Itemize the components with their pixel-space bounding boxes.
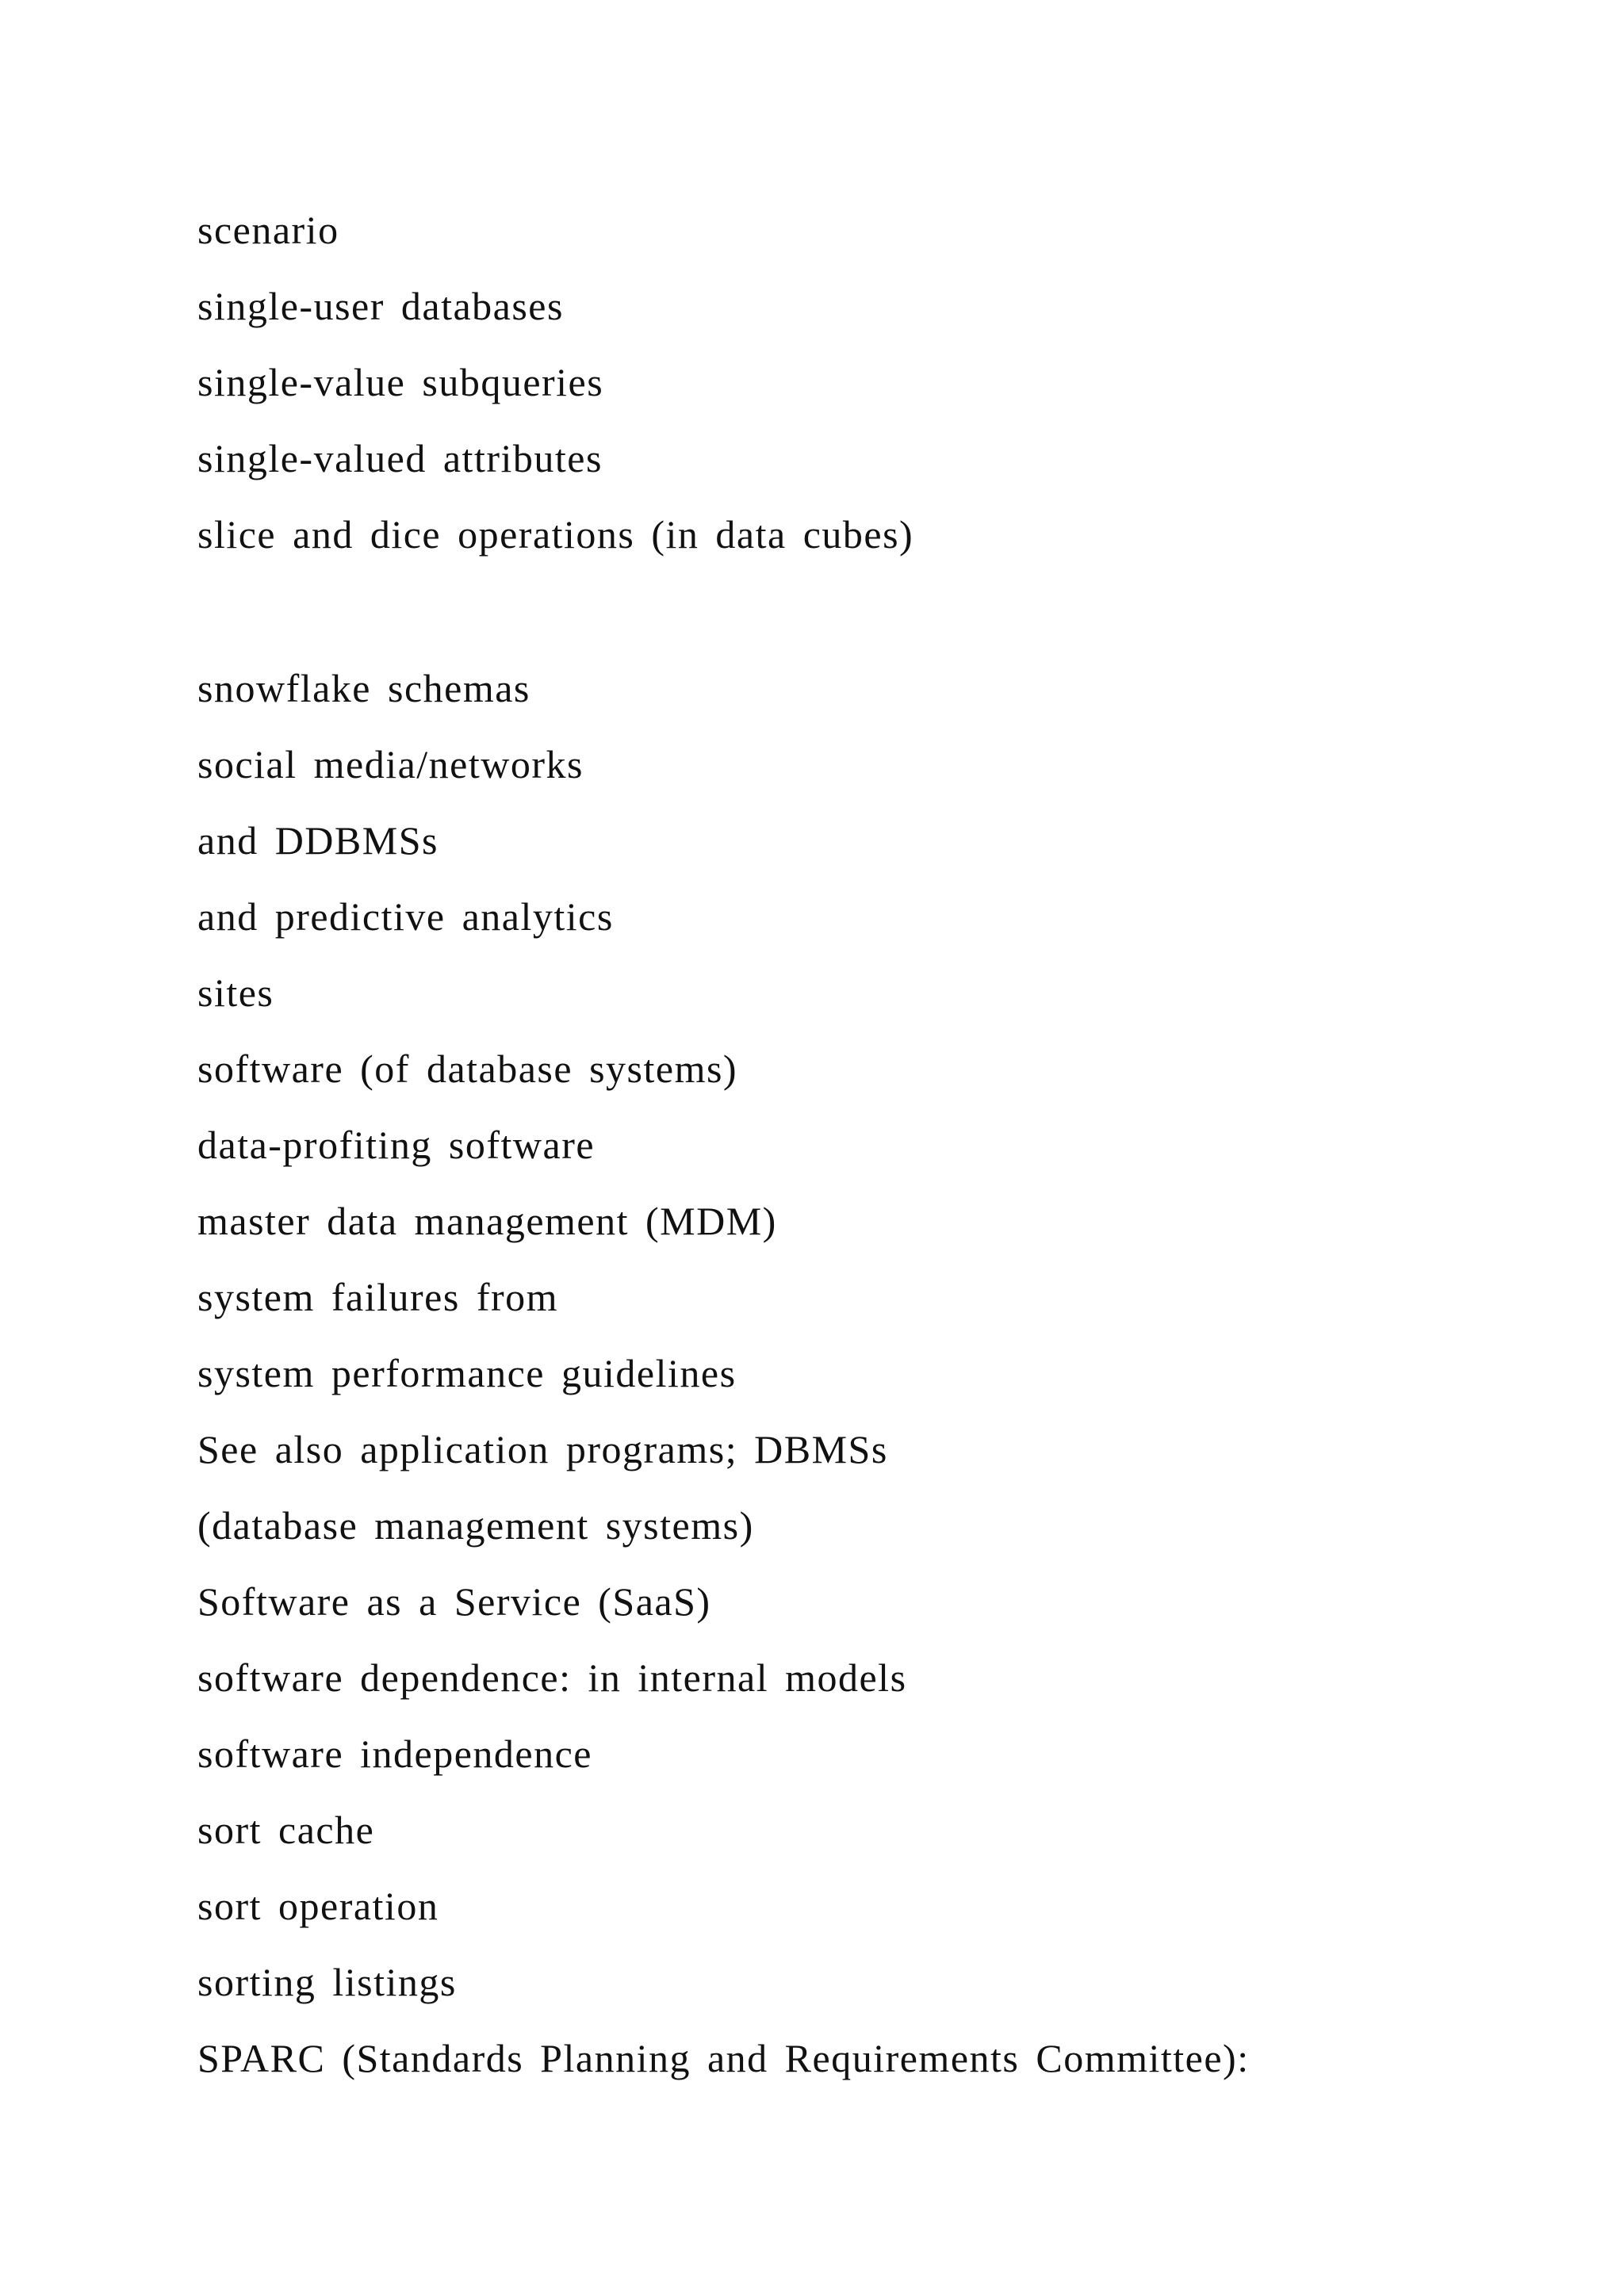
- index-entry: single-value subqueries: [197, 360, 604, 404]
- index-entry: Software as a Service (SaaS): [197, 1579, 711, 1624]
- index-entry: system performance guidelines: [197, 1351, 737, 1395]
- index-entry: (database management systems): [197, 1503, 754, 1548]
- index-entry: snowflake schemas: [197, 666, 530, 710]
- index-entry: master data management (MDM): [197, 1199, 777, 1243]
- index-entry: sort operation: [197, 1884, 439, 1928]
- index-entry: See also application programs; DBMSs: [197, 1427, 888, 1471]
- index-entry: and predictive analytics: [197, 894, 614, 939]
- index-entry: software dependence: in internal models: [197, 1655, 907, 1700]
- index-entry: SPARC (Standards Planning and Requirements Committee):: [197, 2036, 1250, 2080]
- index-entry: single-user databases: [197, 284, 564, 328]
- index-entry: system failures from: [197, 1275, 559, 1319]
- index-entry: social media/networks: [197, 742, 584, 786]
- index-entry: sorting listings: [197, 1960, 457, 2004]
- index-entry: sites: [197, 970, 274, 1015]
- index-entry: single-valued attributes: [197, 436, 603, 480]
- index-entry: sort cache: [197, 1808, 375, 1852]
- index-entry: slice and dice operations (in data cubes): [197, 512, 914, 557]
- index-entry: software (of database systems): [197, 1047, 738, 1091]
- index-entry: scenario: [197, 208, 339, 252]
- index-entry-list: [197, 192, 1250, 2096]
- index-entry: software independence: [197, 1732, 592, 1776]
- index-entry: and DDBMSs: [197, 818, 439, 863]
- index-entry: data-profiting software: [197, 1123, 596, 1167]
